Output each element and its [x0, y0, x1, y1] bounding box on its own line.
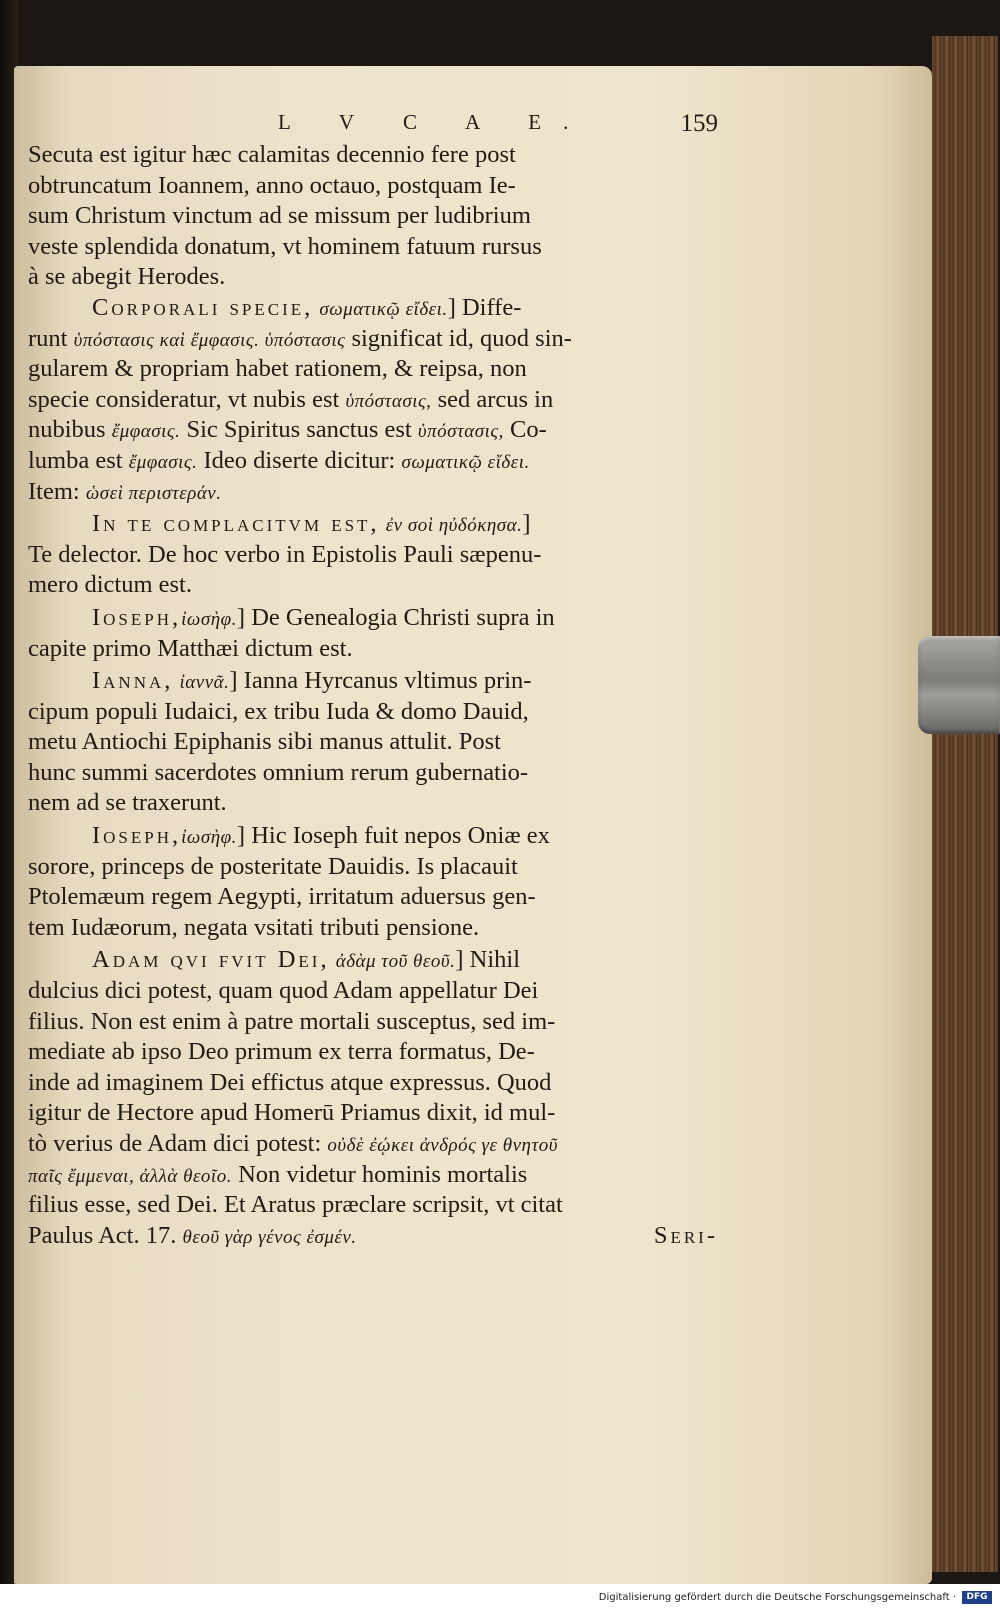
text-line: Ptolemæum regem Aegypti, irritatum aduersus gen- — [28, 883, 536, 911]
page-header — [28, 110, 718, 140]
text-line: obtruncatum Ioannem, anno octauo, postquam Ie- — [28, 171, 516, 199]
text-line: sum Christum vinctum ad se missum per ludibrium — [28, 202, 531, 230]
catchword: Seri- — [653, 1221, 718, 1249]
text-line: specie consideratur, vt nubis est ὑπόστασις, sed arcus in — [28, 385, 554, 413]
text-line: gularem & propriam habet rationem, & reipsa, non — [28, 355, 527, 383]
page-number: 159 — [680, 110, 718, 137]
footer-bar — [0, 1584, 1000, 1617]
text-line: Paulus Act. 17. θεοῦ γὰρ γένος ἐσμέν. Seri- — [28, 1221, 718, 1252]
text-line: veste splendida donatum, vt hominem fatuum rursus — [28, 232, 542, 260]
text-line: Adam qvi fvit Dei, ἀδὰμ τοῦ θεοῦ.] Nihil — [92, 946, 521, 974]
text-line: tem Iudæorum, negata vsitati tributi pensione. — [28, 913, 480, 941]
text-line: Corporali specie, σωματικῷ εἴδει.] Diffe- — [92, 293, 522, 321]
text-line: tò verius de Adam dici potest: οὐδὲ ἐῴκει ἀνδρός γε θνητοῦ — [28, 1130, 558, 1157]
text-line: hunc summi sacerdotes omnium rerum gubernatio- — [28, 758, 529, 786]
text-line: cipum populi Iudaici, ex tribu Iuda & domo Dauid, — [28, 697, 529, 725]
text-line: dulcius dici potest, quam quod Adam appellatur Dei — [28, 977, 539, 1005]
text-line: igitur de Hectore apud Homerū Priamus dixit, id mul- — [28, 1099, 556, 1127]
metal-clasp — [918, 636, 1000, 734]
text-line: metu Antiochi Epiphanis sibi manus attulit. Post — [28, 728, 501, 756]
text-line: runt ὑπόστασις καὶ ἔμφασις. ὑπόστασις significat id, quod sin- — [28, 324, 572, 352]
text-line: capite primo Matthæi dictum est. — [28, 634, 353, 662]
text-line: mediate ab ipso Deo primum ex terra formatus, De- — [28, 1038, 535, 1066]
text-line: In te complacitvm est, ἐν σοὶ ηὐδόκησα.] — [92, 510, 531, 538]
text-line: filius esse, sed Dei. Et Aratus præclare scripsit, vt citat — [28, 1191, 563, 1219]
text-line: sorore, princeps de posteritate Dauidis. Is placauit — [28, 852, 518, 880]
text-line: παῖς ἔμμεναι, ἀλλὰ θεοῖο. Non videtur hominis mortalis — [28, 1160, 528, 1188]
dfg-logo: DFG — [962, 1591, 992, 1604]
page-text — [28, 110, 718, 1251]
text-line: lumba est ἔμφασις. Ideo diserte dicitur: σωματικῷ εἴδει. — [28, 446, 530, 474]
text-line: mero dictum est. — [28, 571, 192, 599]
text-line: Ioseph,ἰωσὴφ.] De Genealogia Christi supra in — [92, 603, 555, 631]
text-line: nem ad se traxerunt. — [28, 789, 227, 817]
funding-credit: Digitalisierung gefördert durch die Deutsche Forschungsgemeinschaft · — [598, 1592, 956, 1603]
text-line: Secuta est igitur hæc calamitas decennio fere post — [28, 141, 516, 168]
text-line: filius. Non est enim à patre mortali susceptus, sed im- — [28, 1007, 556, 1035]
text-line: à se abegit Herodes. — [28, 263, 226, 291]
text-line: Item: ὡσεὶ περιστεράν. — [28, 477, 222, 505]
text-line: inde ad imaginem Dei effictus atque expressus. Quod — [28, 1068, 552, 1096]
text-line: Te delector. De hoc verbo in Epistolis Pauli sæpenu- — [28, 540, 542, 568]
text-line: Ianna, ἰαννᾶ.] Ianna Hyrcanus vltimus prin- — [92, 667, 532, 695]
text-line: nubibus ἔμφασις. Sic Spiritus sanctus est ὑπόστασις, Co- — [28, 416, 547, 444]
page-edges — [932, 36, 998, 1572]
text-line: Ioseph,ἰωσὴφ.] Hic Ioseph fuit nepos Oniæ ex — [92, 822, 550, 850]
running-head: L V C A E. — [278, 110, 591, 134]
